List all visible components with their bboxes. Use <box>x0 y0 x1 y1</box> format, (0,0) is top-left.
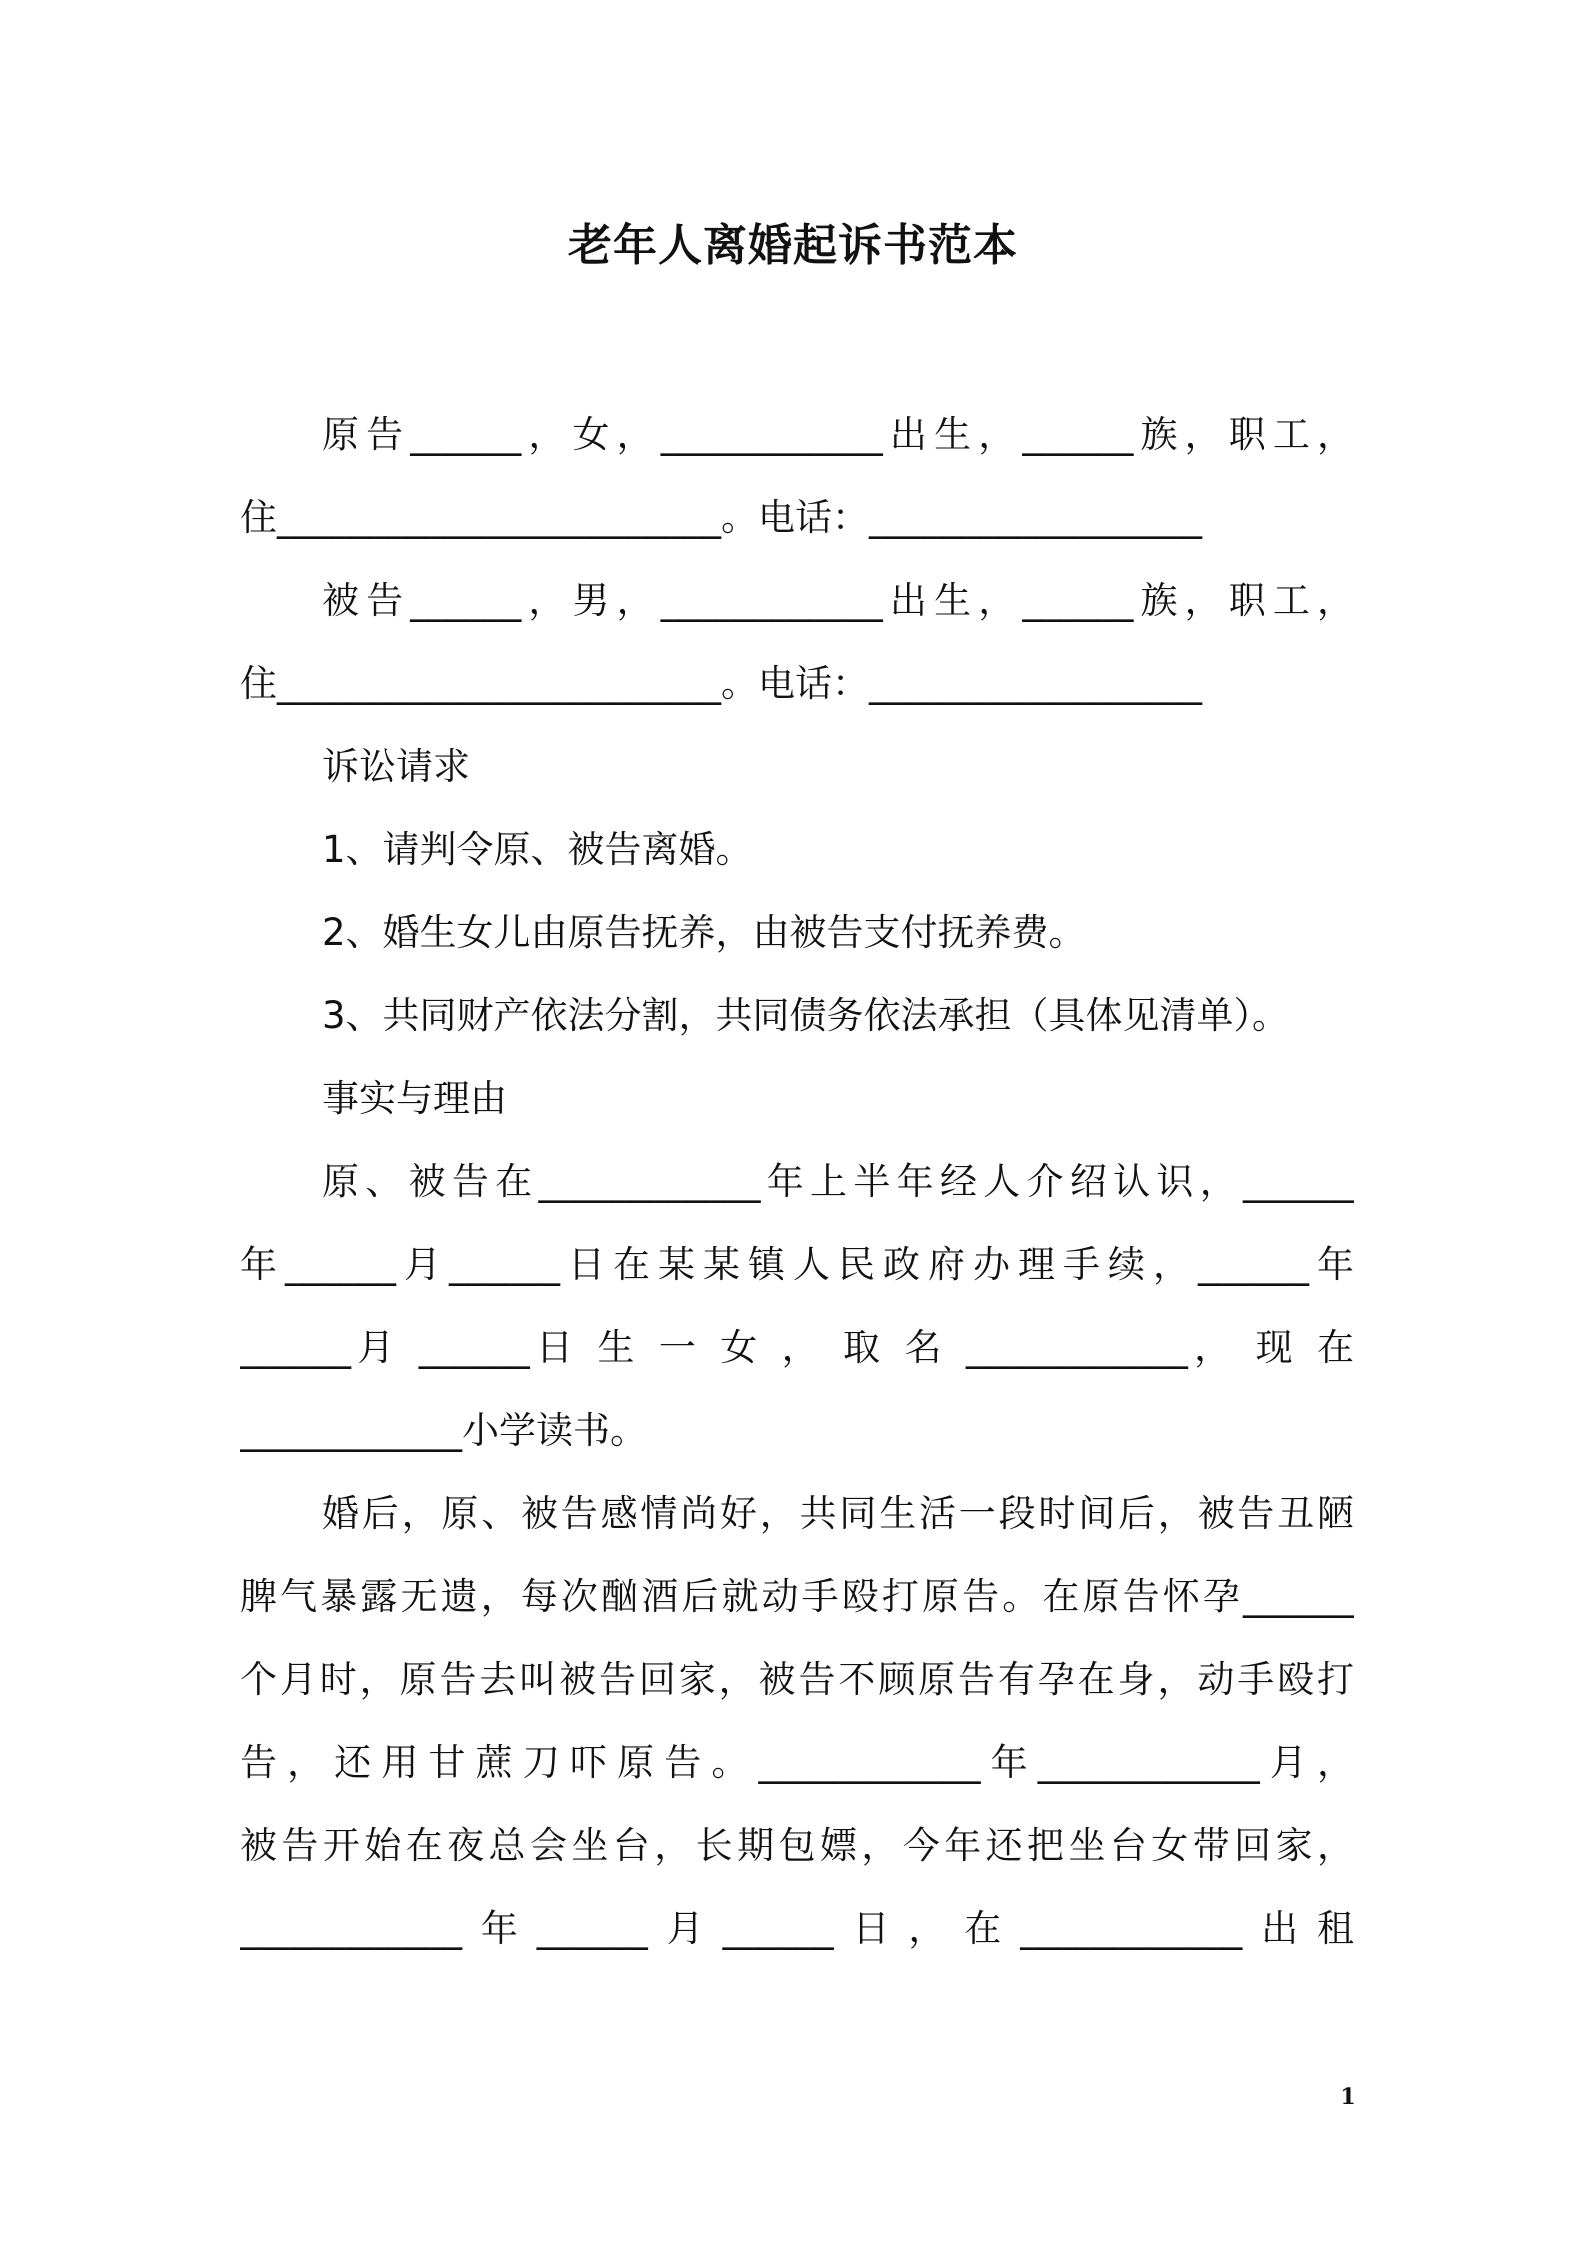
paragraph-line: 被告开始在夜总会坐台，长期包嫖，今年还把坐台女带回家， <box>240 1824 1354 1867</box>
paragraph-line: ____________小学读书。 <box>240 1409 647 1452</box>
defendant-address-line: 住________________________。电话：__________________ <box>240 662 1202 705</box>
plaintiff-line: 原告______，女，____________出生，______族，职工， <box>322 413 1354 456</box>
paragraph-line: 告，还用甘蔗刀吓原告。____________年____________月， <box>240 1741 1354 1784</box>
claim-item-2: 2、婚生女儿由原告抚养，由被告支付抚养费。 <box>322 911 1086 954</box>
claims-heading: 诉讼请求 <box>322 745 470 788</box>
paragraph-line: ____________年______月______日，在____________出租 <box>240 1907 1354 1950</box>
paragraph-line: ______月 ______日 生 一 女 ， 取 名 ____________， 现 在 <box>240 1326 1354 1369</box>
page-number: 1 <box>1340 2084 1356 2110</box>
defendant-line: 被告______，男，____________出生，______族，职工， <box>322 579 1354 622</box>
paragraph-line: 年______月______日在某某镇人民政府办理手续，______年 <box>240 1243 1354 1286</box>
claim-item-1: 1、请判令原、被告离婚。 <box>322 828 753 871</box>
plaintiff-address-line: 住________________________。电话：__________________ <box>240 496 1202 539</box>
paragraph-line: 原、被告在____________年上半年经人介绍认识，______ <box>322 1160 1354 1203</box>
paragraph-line: 婚后，原、被告感情尚好，共同生活一段时间后，被告丑陋 <box>322 1492 1354 1535</box>
claim-item-3: 3、共同财产依法分割，共同债务依法承担（具体见清单）。 <box>322 994 1290 1037</box>
paragraph-line: 个月时，原告去叫被告回家，被告不顾原告有孕在身，动手殴打 <box>240 1658 1354 1701</box>
document-title: 老年人离婚起诉书范本 <box>568 220 1018 271</box>
facts-heading: 事实与理由 <box>322 1077 507 1120</box>
paragraph-line: 脾气暴露无遗，每次酗酒后就动手殴打原告。在原告怀孕______ <box>240 1575 1354 1618</box>
